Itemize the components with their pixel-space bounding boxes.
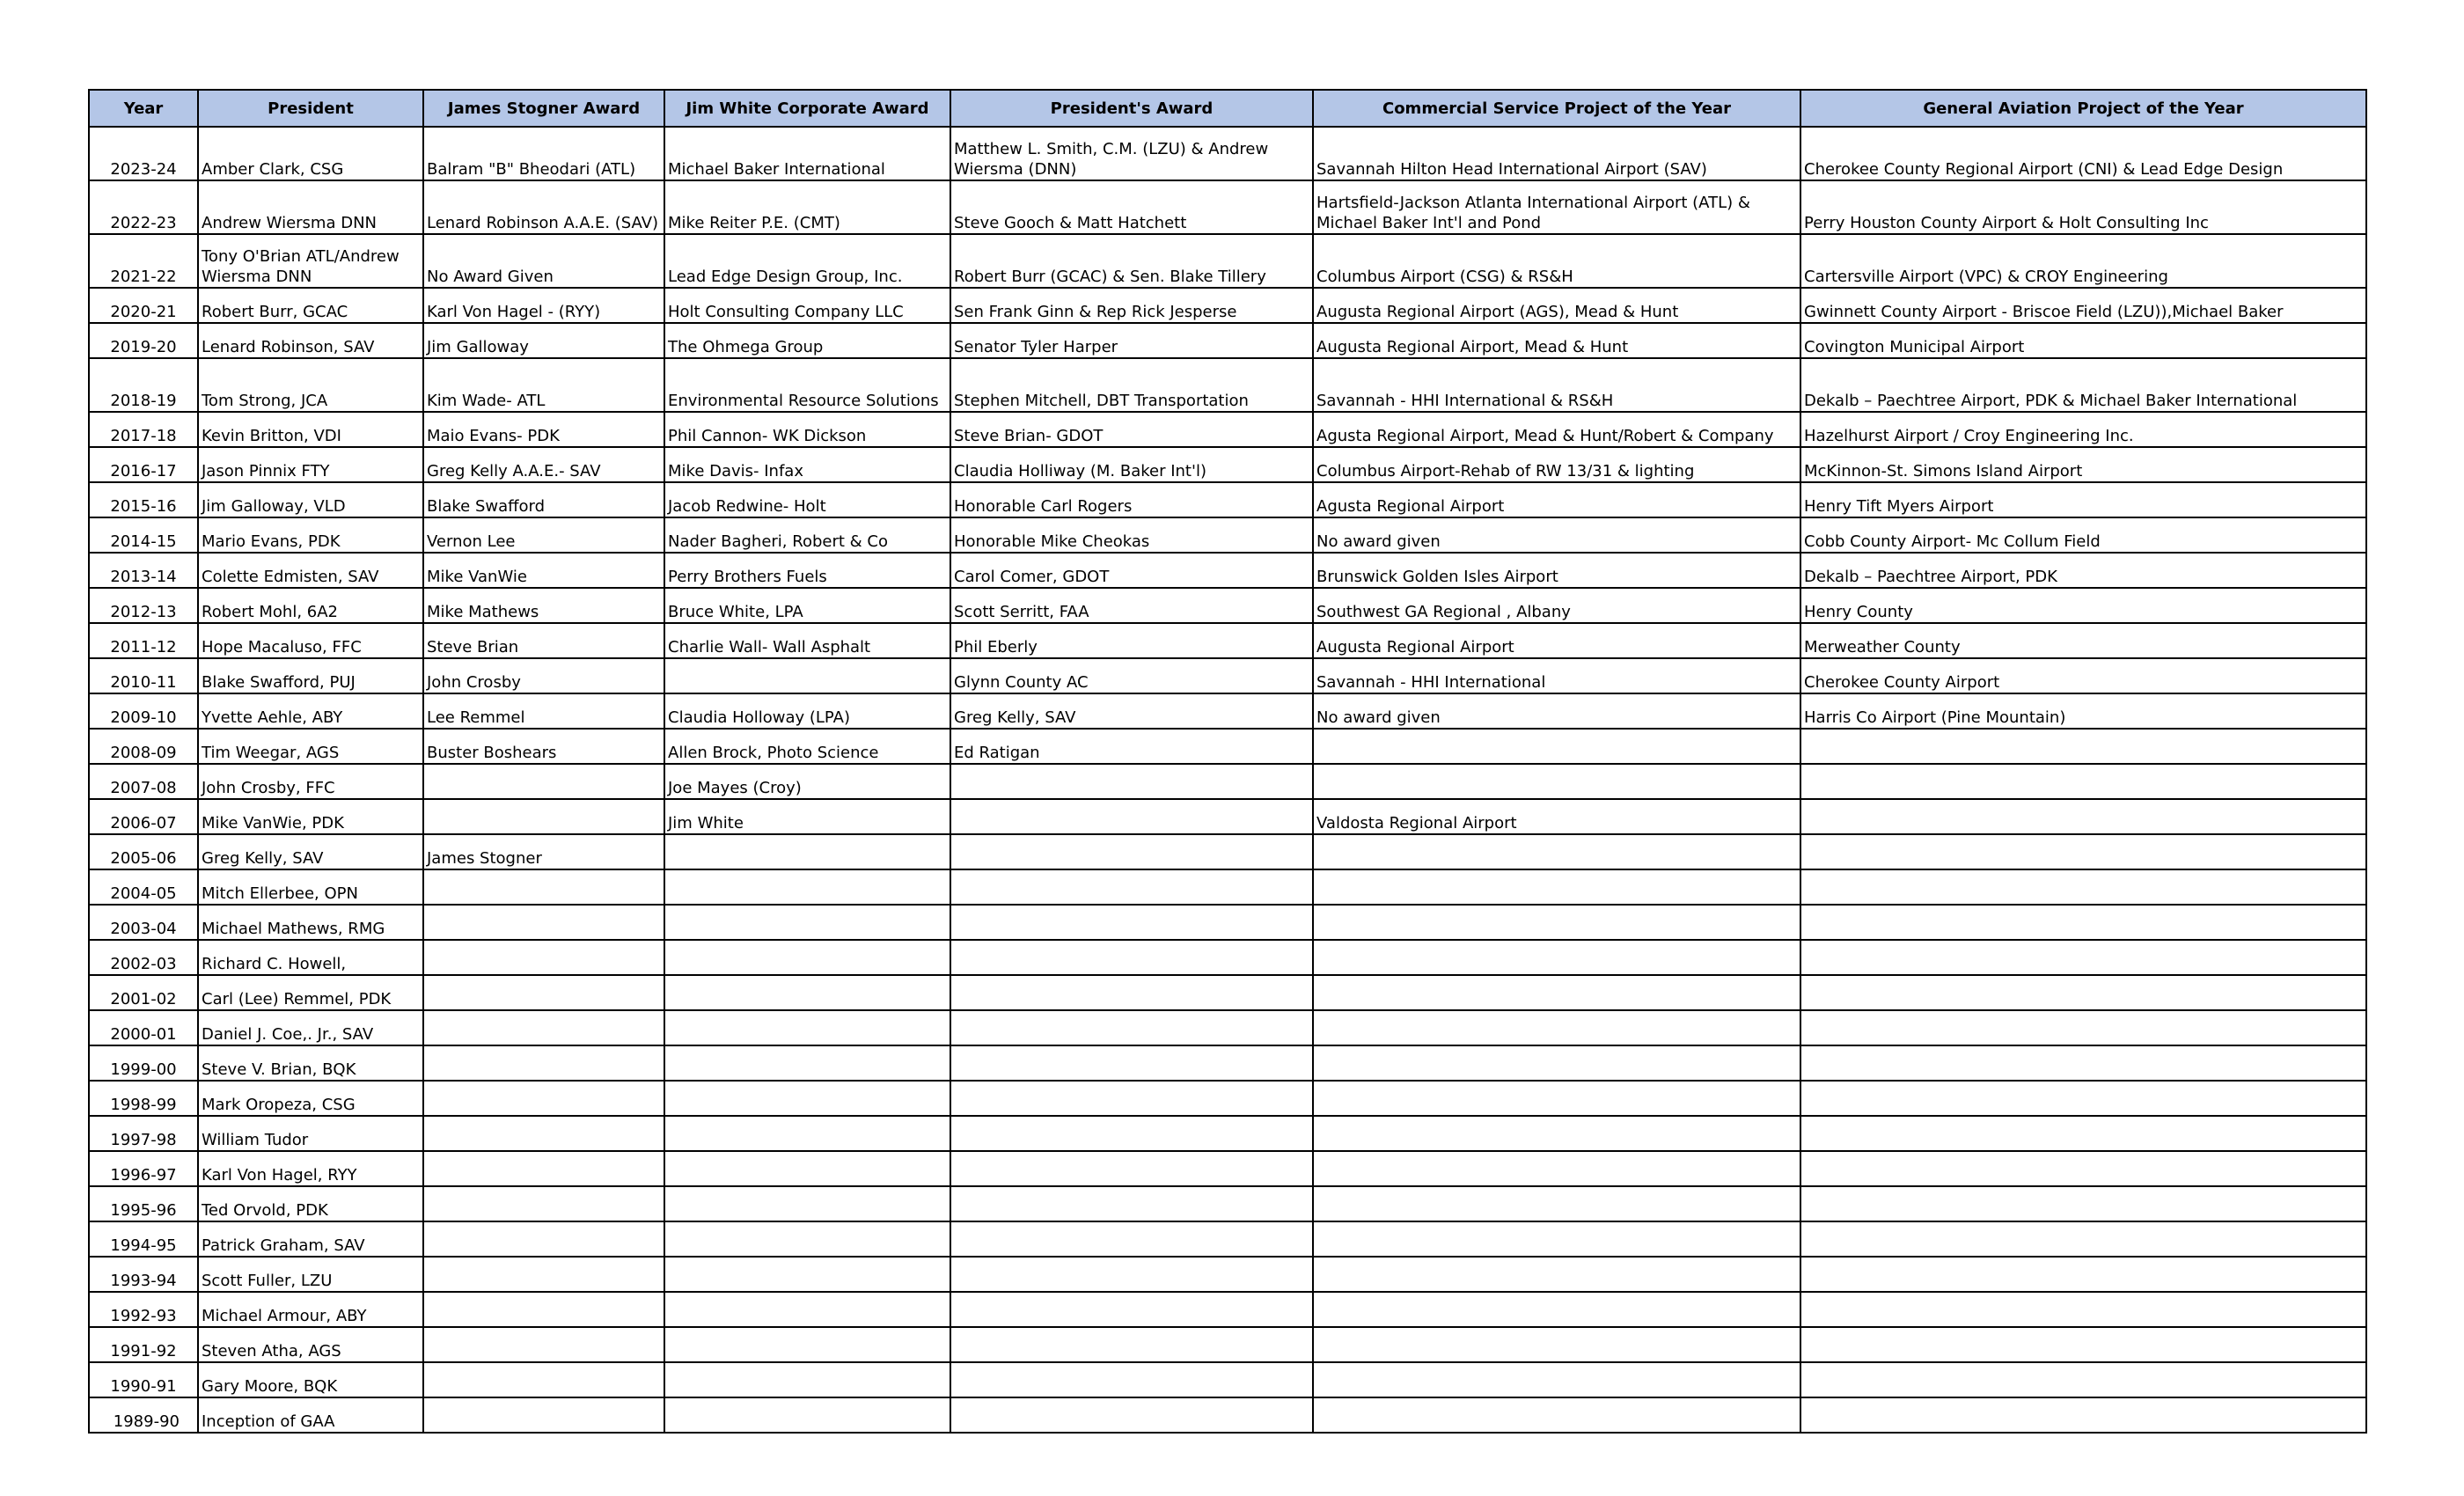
president-cell[interactable]: Greg Kelly, SAV	[198, 834, 423, 869]
presidents-award-cell[interactable]	[950, 1397, 1313, 1433]
jim-white-award-cell[interactable]: Michael Baker International	[664, 127, 950, 180]
presidents-award-cell[interactable]	[950, 1116, 1313, 1151]
table-row	[89, 1151, 2366, 1186]
table-row	[89, 729, 2366, 764]
president-cell[interactable]: Steve V. Brian, BQK	[198, 1045, 423, 1081]
commercial-service-cell[interactable]: Agusta Regional Airport, Mead & Hunt/Robert & Company	[1313, 412, 1800, 447]
general-aviation-cell[interactable]	[1800, 799, 2366, 834]
stogner-award-cell[interactable]: Karl Von Hagel - (RYY)	[423, 288, 664, 323]
column-header-general-aviation[interactable]: General Aviation Project of the Year	[1800, 90, 2366, 127]
year-cell[interactable]: 1996-97	[89, 1151, 198, 1186]
general-aviation-cell[interactable]	[1800, 1010, 2366, 1045]
president-cell[interactable]: Scott Fuller, LZU	[198, 1257, 423, 1292]
stogner-award-cell[interactable]: No Award Given	[423, 234, 664, 288]
commercial-service-cell[interactable]	[1313, 1081, 1800, 1116]
year-cell[interactable]: 2012-13	[89, 588, 198, 623]
jim-white-award-cell[interactable]: Nader Bagheri, Robert & Co	[664, 517, 950, 553]
commercial-service-cell[interactable]	[1313, 975, 1800, 1010]
commercial-service-cell[interactable]	[1313, 1257, 1800, 1292]
president-cell[interactable]: Steven Atha, AGS	[198, 1327, 423, 1362]
table-row	[89, 412, 2366, 447]
president-cell[interactable]: William Tudor	[198, 1116, 423, 1151]
general-aviation-cell[interactable]	[1800, 869, 2366, 905]
president-cell[interactable]: Inception of GAA	[198, 1397, 423, 1433]
year-cell[interactable]: 1991-92	[89, 1327, 198, 1362]
presidents-award-cell[interactable]	[950, 1081, 1313, 1116]
table-row	[89, 358, 2366, 412]
year-cell[interactable]: 1995-96	[89, 1186, 198, 1221]
general-aviation-cell[interactable]	[1800, 1362, 2366, 1397]
general-aviation-cell[interactable]: Harris Co Airport (Pine Mountain)	[1800, 693, 2366, 729]
table-row	[89, 1221, 2366, 1257]
general-aviation-cell[interactable]	[1800, 764, 2366, 799]
jim-white-award-cell[interactable]	[664, 1397, 950, 1433]
presidents-award-cell[interactable]: Claudia Holliway (M. Baker Int'l)	[950, 447, 1313, 482]
table-row	[89, 975, 2366, 1010]
column-header-presidents-award[interactable]: President's Award	[950, 90, 1313, 127]
jim-white-award-cell[interactable]: Jacob Redwine- Holt	[664, 482, 950, 517]
jim-white-award-cell[interactable]	[664, 1045, 950, 1081]
president-cell[interactable]: Ted Orvold, PDK	[198, 1186, 423, 1221]
table-row	[89, 447, 2366, 482]
commercial-service-cell[interactable]	[1313, 764, 1800, 799]
jim-white-award-cell[interactable]	[664, 834, 950, 869]
jim-white-award-cell[interactable]	[664, 940, 950, 975]
jim-white-award-cell[interactable]: Charlie Wall- Wall Asphalt	[664, 623, 950, 658]
jim-white-award-cell[interactable]: Mike Reiter P.E. (CMT)	[664, 180, 950, 234]
year-cell[interactable]: 2006-07	[89, 799, 198, 834]
jim-white-award-cell[interactable]: Phil Cannon- WK Dickson	[664, 412, 950, 447]
stogner-award-cell[interactable]	[423, 1292, 664, 1327]
table-row	[89, 658, 2366, 693]
stogner-award-cell[interactable]	[423, 1116, 664, 1151]
president-cell[interactable]: Richard C. Howell,	[198, 940, 423, 975]
general-aviation-cell[interactable]: Hazelhurst Airport / Croy Engineering Inc.	[1800, 412, 2366, 447]
commercial-service-cell[interactable]	[1313, 940, 1800, 975]
stogner-award-cell[interactable]	[423, 1151, 664, 1186]
general-aviation-cell[interactable]: Cobb County Airport- Mc Collum Field	[1800, 517, 2366, 553]
table-row	[89, 323, 2366, 358]
table-row	[89, 127, 2366, 180]
stogner-award-cell[interactable]	[423, 1045, 664, 1081]
column-header-commercial-service[interactable]: Commercial Service Project of the Year	[1313, 90, 1800, 127]
general-aviation-cell[interactable]	[1800, 834, 2366, 869]
year-cell[interactable]: 1990-91	[89, 1362, 198, 1397]
president-cell[interactable]: Hope Macaluso, FFC	[198, 623, 423, 658]
year-cell[interactable]: 2004-05	[89, 869, 198, 905]
year-cell[interactable]: 1997-98	[89, 1116, 198, 1151]
jim-white-award-cell[interactable]: Jim White	[664, 799, 950, 834]
jim-white-award-cell[interactable]	[664, 1327, 950, 1362]
table-row	[89, 1397, 2366, 1433]
presidents-award-cell[interactable]: Robert Burr (GCAC) & Sen. Blake Tillery	[950, 234, 1313, 288]
commercial-service-cell[interactable]: Brunswick Golden Isles Airport	[1313, 553, 1800, 588]
table-row	[89, 834, 2366, 869]
stogner-award-cell[interactable]: Lee Remmel	[423, 693, 664, 729]
commercial-service-cell[interactable]	[1313, 1221, 1800, 1257]
presidents-award-cell[interactable]: Steve Gooch & Matt Hatchett	[950, 180, 1313, 234]
stogner-award-cell[interactable]: James Stogner	[423, 834, 664, 869]
general-aviation-cell[interactable]	[1800, 1221, 2366, 1257]
president-cell[interactable]: Colette Edmisten, SAV	[198, 553, 423, 588]
presidents-award-cell[interactable]	[950, 1010, 1313, 1045]
column-header-president[interactable]: President	[198, 90, 423, 127]
presidents-award-cell[interactable]	[950, 940, 1313, 975]
commercial-service-cell[interactable]: Columbus Airport (CSG) & RS&H	[1313, 234, 1800, 288]
year-cell[interactable]: 1989-90	[89, 1397, 198, 1433]
general-aviation-cell[interactable]: Cherokee County Airport	[1800, 658, 2366, 693]
commercial-service-cell[interactable]: Savannah - HHI International & RS&H	[1313, 358, 1800, 412]
presidents-award-cell[interactable]: Phil Eberly	[950, 623, 1313, 658]
jim-white-award-cell[interactable]	[664, 1292, 950, 1327]
year-cell[interactable]: 2007-08	[89, 764, 198, 799]
stogner-award-cell[interactable]: Lenard Robinson A.A.E. (SAV)	[423, 180, 664, 234]
president-cell[interactable]: Michael Mathews, RMG	[198, 905, 423, 940]
commercial-service-cell[interactable]: Augusta Regional Airport, Mead & Hunt	[1313, 323, 1800, 358]
commercial-service-cell[interactable]	[1313, 1116, 1800, 1151]
year-cell[interactable]: 2000-01	[89, 1010, 198, 1045]
stogner-award-cell[interactable]	[423, 940, 664, 975]
table-row	[89, 940, 2366, 975]
general-aviation-cell[interactable]	[1800, 940, 2366, 975]
year-cell[interactable]: 2011-12	[89, 623, 198, 658]
jim-white-award-cell[interactable]	[664, 1362, 950, 1397]
commercial-service-cell[interactable]	[1313, 834, 1800, 869]
presidents-award-cell[interactable]	[950, 834, 1313, 869]
president-cell[interactable]: Lenard Robinson, SAV	[198, 323, 423, 358]
stogner-award-cell[interactable]: Maio Evans- PDK	[423, 412, 664, 447]
commercial-service-cell[interactable]: Agusta Regional Airport	[1313, 482, 1800, 517]
jim-white-award-cell[interactable]: Bruce White, LPA	[664, 588, 950, 623]
awards-sheet	[88, 89, 2367, 1434]
year-cell[interactable]: 1999-00	[89, 1045, 198, 1081]
general-aviation-cell[interactable]: Cherokee County Regional Airport (CNI) & Lead Edge Design	[1800, 127, 2366, 180]
president-cell[interactable]: Mark Oropeza, CSG	[198, 1081, 423, 1116]
president-cell[interactable]: Carl (Lee) Remmel, PDK	[198, 975, 423, 1010]
table-row	[89, 1292, 2366, 1327]
stogner-award-cell[interactable]	[423, 905, 664, 940]
stogner-award-cell[interactable]	[423, 764, 664, 799]
commercial-service-cell[interactable]	[1313, 1292, 1800, 1327]
stogner-award-cell[interactable]	[423, 1081, 664, 1116]
president-cell[interactable]: Tony O'Brian ATL/Andrew Wiersma DNN	[198, 234, 423, 288]
year-cell[interactable]: 2017-18	[89, 412, 198, 447]
president-cell[interactable]: Patrick Graham, SAV	[198, 1221, 423, 1257]
general-aviation-cell[interactable]: Covington Municipal Airport	[1800, 323, 2366, 358]
commercial-service-cell[interactable]: Savannah Hilton Head International Airport (SAV)	[1313, 127, 1800, 180]
commercial-service-cell[interactable]: Savannah - HHI International	[1313, 658, 1800, 693]
year-cell[interactable]: 2018-19	[89, 358, 198, 412]
year-cell[interactable]: 2009-10	[89, 693, 198, 729]
president-cell[interactable]: Andrew Wiersma DNN	[198, 180, 423, 234]
stogner-award-cell[interactable]	[423, 869, 664, 905]
year-cell[interactable]: 2010-11	[89, 658, 198, 693]
table-row	[89, 1186, 2366, 1221]
stogner-award-cell[interactable]	[423, 1010, 664, 1045]
jim-white-award-cell[interactable]: Joe Mayes (Croy)	[664, 764, 950, 799]
jim-white-award-cell[interactable]	[664, 905, 950, 940]
commercial-service-cell[interactable]: Hartsfield-Jackson Atlanta International Airport (ATL) & Michael Baker Int'l and Pond	[1313, 180, 1800, 234]
jim-white-award-cell[interactable]	[664, 1221, 950, 1257]
jim-white-award-cell[interactable]	[664, 869, 950, 905]
presidents-award-cell[interactable]: Scott Serritt, FAA	[950, 588, 1313, 623]
table-row	[89, 234, 2366, 288]
presidents-award-cell[interactable]: Greg Kelly, SAV	[950, 693, 1313, 729]
general-aviation-cell[interactable]: Gwinnett County Airport - Briscoe Field (LZU)),Michael Baker	[1800, 288, 2366, 323]
table-row	[89, 1327, 2366, 1362]
stogner-award-cell[interactable]: Kim Wade- ATL	[423, 358, 664, 412]
presidents-award-cell[interactable]	[950, 1151, 1313, 1186]
president-cell[interactable]: Mike VanWie, PDK	[198, 799, 423, 834]
president-cell[interactable]: Mario Evans, PDK	[198, 517, 423, 553]
year-cell[interactable]: 2016-17	[89, 447, 198, 482]
president-cell[interactable]: Michael Armour, ABY	[198, 1292, 423, 1327]
general-aviation-cell[interactable]: Merweather County	[1800, 623, 2366, 658]
year-cell[interactable]: 2019-20	[89, 323, 198, 358]
commercial-service-cell[interactable]	[1313, 905, 1800, 940]
jim-white-award-cell[interactable]: Holt Consulting Company LLC	[664, 288, 950, 323]
jim-white-award-cell[interactable]: Lead Edge Design Group, Inc.	[664, 234, 950, 288]
stogner-award-cell[interactable]	[423, 1362, 664, 1397]
year-cell[interactable]: 1994-95	[89, 1221, 198, 1257]
jim-white-award-cell[interactable]: The Ohmega Group	[664, 323, 950, 358]
commercial-service-cell[interactable]: Augusta Regional Airport	[1313, 623, 1800, 658]
year-cell[interactable]: 2008-09	[89, 729, 198, 764]
general-aviation-cell[interactable]: Henry Tift Myers Airport	[1800, 482, 2366, 517]
year-cell[interactable]: 2015-16	[89, 482, 198, 517]
president-cell[interactable]: Tom Strong, JCA	[198, 358, 423, 412]
jim-white-award-cell[interactable]	[664, 975, 950, 1010]
column-header-jim-white-award[interactable]: Jim White Corporate Award	[664, 90, 950, 127]
table-row	[89, 288, 2366, 323]
table-row	[89, 1116, 2366, 1151]
presidents-award-cell[interactable]: Glynn County AC	[950, 658, 1313, 693]
general-aviation-cell[interactable]	[1800, 1327, 2366, 1362]
stogner-award-cell[interactable]: Greg Kelly A.A.E.- SAV	[423, 447, 664, 482]
presidents-award-cell[interactable]	[950, 869, 1313, 905]
stogner-award-cell[interactable]: Jim Galloway	[423, 323, 664, 358]
presidents-award-cell[interactable]	[950, 1045, 1313, 1081]
commercial-service-cell[interactable]	[1313, 729, 1800, 764]
table-row	[89, 482, 2366, 517]
president-cell[interactable]: Jim Galloway, VLD	[198, 482, 423, 517]
jim-white-award-cell[interactable]: Claudia Holloway (LPA)	[664, 693, 950, 729]
commercial-service-cell[interactable]: No award given	[1313, 517, 1800, 553]
stogner-award-cell[interactable]	[423, 1397, 664, 1433]
year-cell[interactable]: 2013-14	[89, 553, 198, 588]
jim-white-award-cell[interactable]: Environmental Resource Solutions	[664, 358, 950, 412]
presidents-award-cell[interactable]	[950, 1327, 1313, 1362]
table-row	[89, 1257, 2366, 1292]
jim-white-award-cell[interactable]	[664, 1257, 950, 1292]
commercial-service-cell[interactable]	[1313, 1397, 1800, 1433]
presidents-award-cell[interactable]: Sen Frank Ginn & Rep Rick Jesperse	[950, 288, 1313, 323]
commercial-service-cell[interactable]	[1313, 1045, 1800, 1081]
presidents-award-cell[interactable]: Honorable Carl Rogers	[950, 482, 1313, 517]
stogner-award-cell[interactable]	[423, 1327, 664, 1362]
presidents-award-cell[interactable]: Senator Tyler Harper	[950, 323, 1313, 358]
commercial-service-cell[interactable]	[1313, 1151, 1800, 1186]
presidents-award-cell[interactable]: Matthew L. Smith, C.M. (LZU) & Andrew Wiersma (DNN)	[950, 127, 1313, 180]
year-cell[interactable]: 2020-21	[89, 288, 198, 323]
president-cell[interactable]: Gary Moore, BQK	[198, 1362, 423, 1397]
president-cell[interactable]: Kevin Britton, VDI	[198, 412, 423, 447]
table-row	[89, 1081, 2366, 1116]
general-aviation-cell[interactable]	[1800, 729, 2366, 764]
table-row	[89, 799, 2366, 834]
stogner-award-cell[interactable]: Buster Boshears	[423, 729, 664, 764]
presidents-award-cell[interactable]	[950, 975, 1313, 1010]
presidents-award-cell[interactable]	[950, 1292, 1313, 1327]
commercial-service-cell[interactable]	[1313, 1327, 1800, 1362]
stogner-award-cell[interactable]	[423, 1221, 664, 1257]
presidents-award-cell[interactable]	[950, 1362, 1313, 1397]
year-cell[interactable]: 2005-06	[89, 834, 198, 869]
commercial-service-cell[interactable]: Southwest GA Regional , Albany	[1313, 588, 1800, 623]
column-header-stogner-award[interactable]: James Stogner Award	[423, 90, 664, 127]
president-cell[interactable]: Robert Mohl, 6A2	[198, 588, 423, 623]
general-aviation-cell[interactable]: Dekalb – Paechtree Airport, PDK	[1800, 553, 2366, 588]
presidents-award-cell[interactable]	[950, 1221, 1313, 1257]
commercial-service-cell[interactable]: No award given	[1313, 693, 1800, 729]
presidents-award-cell[interactable]: Honorable Mike Cheokas	[950, 517, 1313, 553]
commercial-service-cell[interactable]: Valdosta Regional Airport	[1313, 799, 1800, 834]
stogner-award-cell[interactable]	[423, 1186, 664, 1221]
general-aviation-cell[interactable]	[1800, 1151, 2366, 1186]
general-aviation-cell[interactable]: Perry Houston County Airport & Holt Consulting Inc	[1800, 180, 2366, 234]
year-cell[interactable]: 2022-23	[89, 180, 198, 234]
stogner-award-cell[interactable]: Mike Mathews	[423, 588, 664, 623]
table-row	[89, 764, 2366, 799]
commercial-service-cell[interactable]	[1313, 1186, 1800, 1221]
president-cell[interactable]: Jason Pinnix FTY	[198, 447, 423, 482]
president-cell[interactable]: Daniel J. Coe,. Jr., SAV	[198, 1010, 423, 1045]
general-aviation-cell[interactable]	[1800, 1292, 2366, 1327]
jim-white-award-cell[interactable]	[664, 1010, 950, 1045]
presidents-award-cell[interactable]	[950, 799, 1313, 834]
president-cell[interactable]: Tim Weegar, AGS	[198, 729, 423, 764]
presidents-award-cell[interactable]: Steve Brian- GDOT	[950, 412, 1313, 447]
table-row	[89, 553, 2366, 588]
commercial-service-cell[interactable]	[1313, 869, 1800, 905]
commercial-service-cell[interactable]: Columbus Airport-Rehab of RW 13/31 & lighting	[1313, 447, 1800, 482]
stogner-award-cell[interactable]: John Crosby	[423, 658, 664, 693]
president-cell[interactable]: John Crosby, FFC	[198, 764, 423, 799]
president-cell[interactable]: Robert Burr, GCAC	[198, 288, 423, 323]
table-row	[89, 1045, 2366, 1081]
table-row	[89, 180, 2366, 234]
jim-white-award-cell[interactable]	[664, 1151, 950, 1186]
column-header-year[interactable]: Year	[89, 90, 198, 127]
jim-white-award-cell[interactable]: Perry Brothers Fuels	[664, 553, 950, 588]
stogner-award-cell[interactable]: Balram "B" Bheodari (ATL)	[423, 127, 664, 180]
year-cell[interactable]: 1992-93	[89, 1292, 198, 1327]
table-row	[89, 1010, 2366, 1045]
jim-white-award-cell[interactable]	[664, 1186, 950, 1221]
general-aviation-cell[interactable]: Henry County	[1800, 588, 2366, 623]
table-row	[89, 517, 2366, 553]
general-aviation-cell[interactable]	[1800, 1257, 2366, 1292]
general-aviation-cell[interactable]: Dekalb – Paechtree Airport, PDK & Michael Baker International	[1800, 358, 2366, 412]
year-cell[interactable]: 2021-22	[89, 234, 198, 288]
year-cell[interactable]: 2002-03	[89, 940, 198, 975]
stogner-award-cell[interactable]: Steve Brian	[423, 623, 664, 658]
president-cell[interactable]: Blake Swafford, PUJ	[198, 658, 423, 693]
presidents-award-cell[interactable]: Ed Ratigan	[950, 729, 1313, 764]
stogner-award-cell[interactable]	[423, 1257, 664, 1292]
general-aviation-cell[interactable]	[1800, 1081, 2366, 1116]
table-row	[89, 905, 2366, 940]
presidents-award-cell[interactable]	[950, 1186, 1313, 1221]
table-row	[89, 869, 2366, 905]
presidents-award-cell[interactable]	[950, 905, 1313, 940]
jim-white-award-cell[interactable]: Mike Davis- Infax	[664, 447, 950, 482]
general-aviation-cell[interactable]	[1800, 1045, 2366, 1081]
president-cell[interactable]: Amber Clark, CSG	[198, 127, 423, 180]
presidents-award-cell[interactable]	[950, 764, 1313, 799]
general-aviation-cell[interactable]	[1800, 905, 2366, 940]
stogner-award-cell[interactable]: Blake Swafford	[423, 482, 664, 517]
year-cell[interactable]: 1998-99	[89, 1081, 198, 1116]
stogner-award-cell[interactable]	[423, 799, 664, 834]
general-aviation-cell[interactable]	[1800, 1116, 2366, 1151]
stogner-award-cell[interactable]: Vernon Lee	[423, 517, 664, 553]
table-row	[89, 623, 2366, 658]
table-body	[89, 127, 2366, 1433]
year-cell[interactable]: 2001-02	[89, 975, 198, 1010]
jim-white-award-cell[interactable]	[664, 658, 950, 693]
table-row	[89, 588, 2366, 623]
jim-white-award-cell[interactable]: Allen Brock, Photo Science	[664, 729, 950, 764]
commercial-service-cell[interactable]: Augusta Regional Airport (AGS), Mead & Hunt	[1313, 288, 1800, 323]
year-cell[interactable]: 2003-04	[89, 905, 198, 940]
general-aviation-cell[interactable]	[1800, 1397, 2366, 1433]
president-cell[interactable]: Karl Von Hagel, RYY	[198, 1151, 423, 1186]
general-aviation-cell[interactable]: Cartersville Airport (VPC) & CROY Engineering	[1800, 234, 2366, 288]
jim-white-award-cell[interactable]	[664, 1081, 950, 1116]
stogner-award-cell[interactable]	[423, 975, 664, 1010]
president-cell[interactable]: Mitch Ellerbee, OPN	[198, 869, 423, 905]
commercial-service-cell[interactable]	[1313, 1010, 1800, 1045]
general-aviation-cell[interactable]	[1800, 975, 2366, 1010]
general-aviation-cell[interactable]	[1800, 1186, 2366, 1221]
general-aviation-cell[interactable]: McKinnon-St. Simons Island Airport	[1800, 447, 2366, 482]
awards-table	[88, 89, 2367, 1434]
header-row	[89, 90, 2366, 127]
year-cell[interactable]: 1993-94	[89, 1257, 198, 1292]
presidents-award-cell[interactable]: Stephen Mitchell, DBT Transportation	[950, 358, 1313, 412]
table-row	[89, 693, 2366, 729]
table-row	[89, 1362, 2366, 1397]
president-cell[interactable]: Yvette Aehle, ABY	[198, 693, 423, 729]
year-cell[interactable]: 2014-15	[89, 517, 198, 553]
presidents-award-cell[interactable]	[950, 1257, 1313, 1292]
jim-white-award-cell[interactable]	[664, 1116, 950, 1151]
stogner-award-cell[interactable]: Mike VanWie	[423, 553, 664, 588]
commercial-service-cell[interactable]	[1313, 1362, 1800, 1397]
presidents-award-cell[interactable]: Carol Comer, GDOT	[950, 553, 1313, 588]
year-cell[interactable]: 2023-24	[89, 127, 198, 180]
